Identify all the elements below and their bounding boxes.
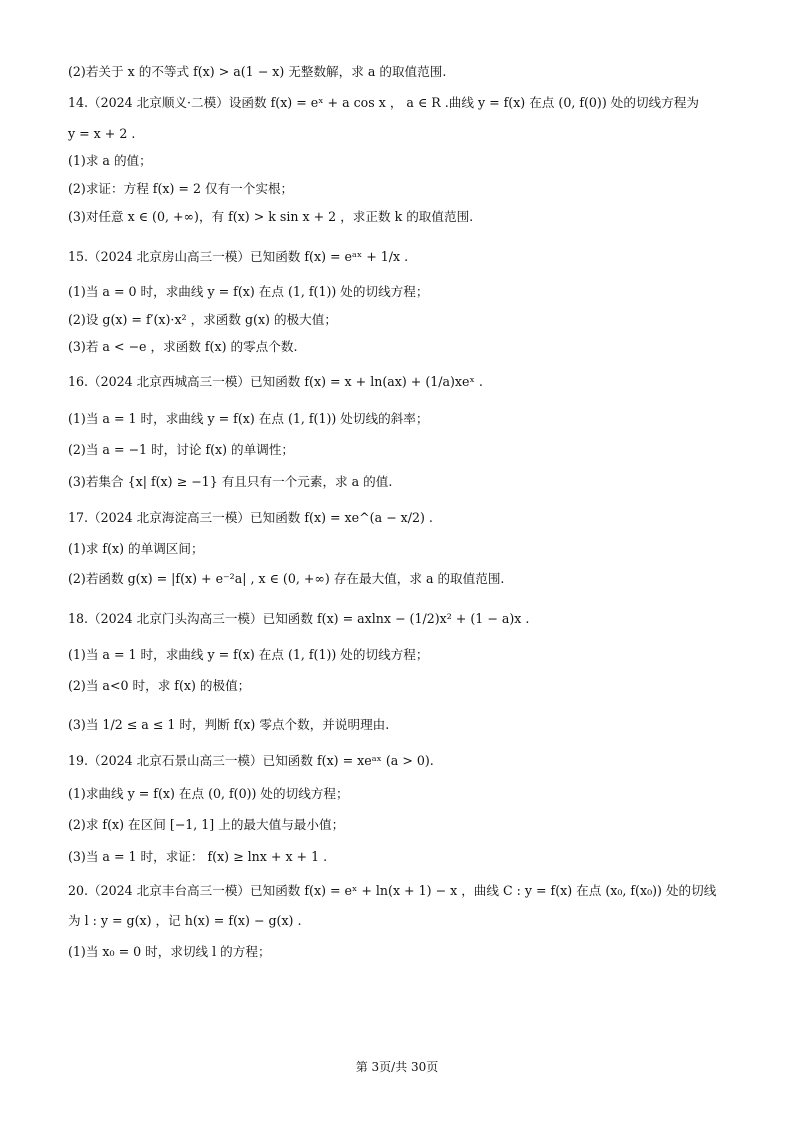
problem-19-stem: 19.（2024 北京石景山高三一模）已知函数 f(x) = xeᵃˣ (a > 0). <box>68 753 434 768</box>
text-line: (3)当 1/2 ≤ a ≤ 1 时，判断 f(x) 零点个数，并说明理由. <box>68 717 390 732</box>
text-line: (2)求证：方程 f(x) = 2 仅有一个实根； <box>68 181 294 196</box>
text-line: (3)对任意 x ∈ (0, +∞)，有 f(x) > k sin x + 2 ，求正数 k 的取值范围. <box>68 209 474 224</box>
problem-20-stem: 20.（2024 北京丰台高三一模）已知函数 f(x) = eˣ + ln(x + 1) − x ，曲线 C : y = f(x) 在点 (x₀, f(x₀)) 处的切线 <box>68 883 717 898</box>
text-line: y = x + 2 . <box>68 126 136 141</box>
text-line: (1)当 a = 1 时，求曲线 y = f(x) 在点 (1, f(1)) 处的切线方程； <box>68 647 429 662</box>
text-line: (2)若函数 g(x) = |f(x) + e⁻²a| , x ∈ (0, +∞) 存在最大值，求 a 的取值范围. <box>68 571 505 586</box>
text-line: (3)若集合 {x| f(x) ≥ −1} 有且只有一个元素，求 a 的值. <box>68 474 393 489</box>
text-line: (3)当 a = 1 时，求证： f(x) ≥ lnx + x + 1 . <box>68 849 328 864</box>
problem-16-stem: 16.（2024 北京西城高三一模）已知函数 f(x) = x + ln(ax) + (1/a)xeˣ . <box>68 374 483 389</box>
text-line: (1)求曲线 y = f(x) 在点 (0, f(0)) 处的切线方程； <box>68 786 349 801</box>
page-footer: 第 3页/共 30页 <box>355 1060 439 1074</box>
text-line: (1)当 a = 1 时，求曲线 y = f(x) 在点 (1, f(1)) 处切线的斜率； <box>68 411 429 426</box>
problem-17-stem: 17.（2024 北京海淀高三一模）已知函数 f(x) = xe^(a − x/2) . <box>68 510 433 525</box>
problem-14-stem: 14.（2024 北京顺义·二模）设函数 f(x) = eˣ + a cos x ， a ∈ R .曲线 y = f(x) 在点 (0, f(0)) 处的切线方程为 <box>68 95 699 110</box>
text-line: (1)求 f(x) 的单调区间； <box>68 541 204 556</box>
text-line: (2)若关于 x 的不等式 f(x) > a(1 − x) 无整数解，求 a 的取值范围. <box>68 64 447 79</box>
text-line: 为 l : y = g(x) ，记 h(x) = f(x) − g(x) . <box>68 913 302 928</box>
problem-15-stem: 15.（2024 北京房山高三一模）已知函数 f(x) = eᵃˣ + 1/x . <box>68 249 409 264</box>
text-line: (2)设 g(x) = f′(x)·x² ，求函数 g(x) 的极大值； <box>68 312 337 327</box>
text-line: (2)当 a = −1 时，讨论 f(x) 的单调性； <box>68 442 295 457</box>
text-line: (1)求 a 的值； <box>68 153 152 168</box>
text-line: (1)当 a = 0 时，求曲线 y = f(x) 在点 (1, f(1)) 处的切线方程； <box>68 284 429 299</box>
text-line: (3)若 a < −e ，求函数 f(x) 的零点个数. <box>68 339 298 354</box>
problem-18-stem: 18.（2024 北京门头沟高三一模）已知函数 f(x) = axlnx − (1/2)x² + (1 − a)x . <box>68 611 530 626</box>
text-line: (1)当 x₀ = 0 时，求切线 l 的方程； <box>68 944 271 959</box>
text-line: (2)求 f(x) 在区间 [−1, 1] 上的最大值与最小值； <box>68 817 345 832</box>
text-line: (2)当 a<0 时，求 f(x) 的极值； <box>68 678 251 693</box>
